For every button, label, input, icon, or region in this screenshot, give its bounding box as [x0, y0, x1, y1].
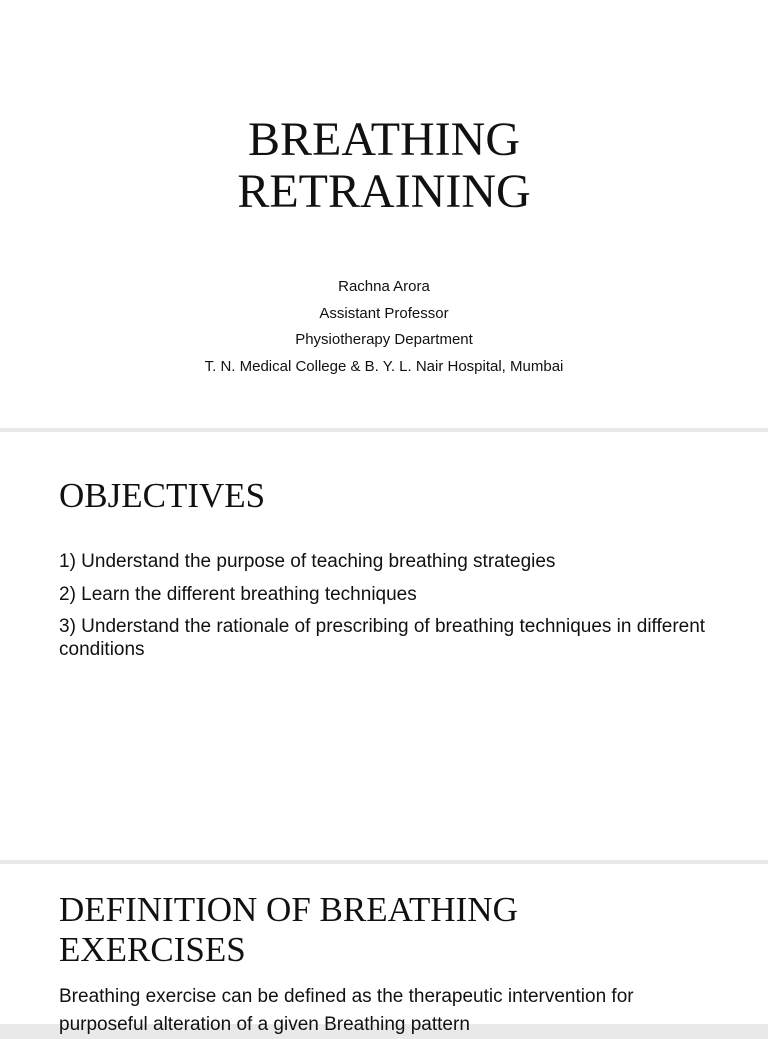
definition-slide: [0, 864, 768, 1035]
slide-title: [0, 114, 768, 218]
title-slide: [0, 0, 768, 428]
author-institution: T. N. Medical College & B. Y. L. Nair Hospital, Mumbai: [204, 357, 564, 375]
objective-item: 3) Understand the rationale of prescribing of breathing techniques in different conditions: [59, 616, 706, 660]
objective-item: 2) Learn the different breathing techniques: [59, 583, 417, 605]
author-role: Assistant Professor: [319, 304, 449, 322]
objectives-slide: [0, 432, 768, 860]
objectives-list: [59, 550, 719, 671]
objectives-heading: OBJECTIVES: [59, 476, 266, 515]
slide-title-line-2: RETRAINING: [237, 165, 531, 218]
definition-heading-line-1: DEFINITION OF BREATHING: [59, 890, 518, 929]
definition-heading-line-2: EXERCISES: [59, 930, 246, 969]
author-name: Rachna Arora: [338, 278, 430, 295]
slide-title-line-1: BREATHING: [248, 113, 520, 166]
objective-item: 1) Understand the purpose of teaching breathing strategies: [59, 551, 556, 572]
definition-heading: [59, 890, 719, 970]
definition-body: Breathing exercise can be defined as the therapeutic intervention for purposeful alteration of a given Breathing pattern: [59, 986, 634, 1035]
author-department: Physiotherapy Department: [295, 331, 473, 348]
author-info: [0, 274, 768, 380]
